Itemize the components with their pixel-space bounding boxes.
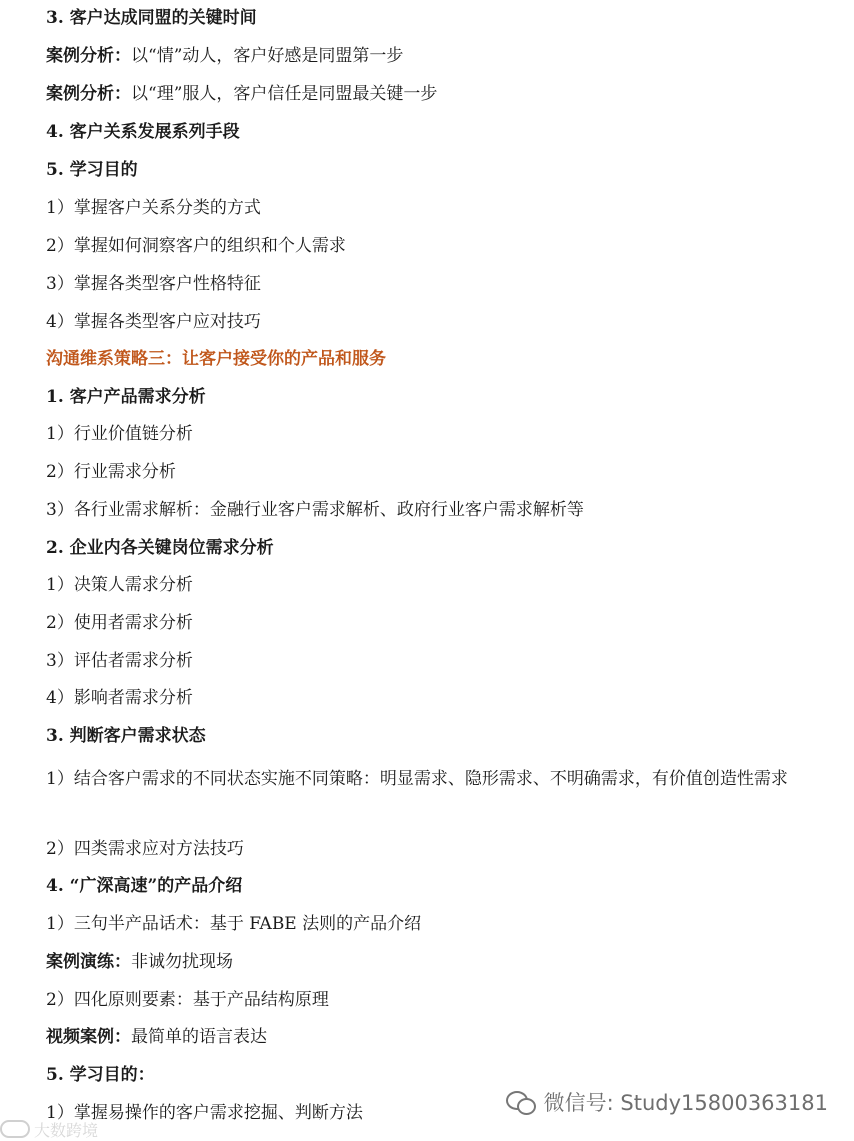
list-item: 4）掌握各类型客户应对技巧 xyxy=(46,312,261,332)
case-line xyxy=(46,950,814,974)
list-item: 1）行业价值链分析 xyxy=(46,424,193,444)
wechat-icon xyxy=(506,1089,536,1115)
corner-logo-text: 大数跨境 xyxy=(34,1120,99,1140)
list-item: 2）四类需求应对方法技巧 xyxy=(46,839,244,859)
wechat-watermark xyxy=(506,1086,828,1118)
list-item: 3）评估者需求分析 xyxy=(46,651,193,671)
list-item: 1）结合客户需求的不同状态实施不同策略：明显需求、隐形需求、不明确需求，有价值创造性需求 xyxy=(46,769,788,789)
list-item: 3）掌握各类型客户性格特征 xyxy=(46,274,261,294)
list-item: 3）各行业需求解析：金融行业客户需求解析、政府行业客户需求解析等 xyxy=(46,500,584,520)
list-item: 1）决策人需求分析 xyxy=(46,575,193,595)
section-heading: 1. 客户产品需求分析 xyxy=(46,387,206,407)
watermark-text: 微信号: Study15800363181 xyxy=(543,1091,828,1115)
section-heading: 4. “广深高速”的产品介绍 xyxy=(46,876,243,896)
section-heading: 5. 学习目的 xyxy=(46,160,138,180)
section-heading: 3. 客户达成同盟的关键时间 xyxy=(46,8,257,28)
case-text: 以“理”服人，客户信任是同盟最关键一步 xyxy=(131,84,438,104)
section-heading: 2. 企业内各关键岗位需求分析 xyxy=(46,538,274,558)
list-item: 2）行业需求分析 xyxy=(46,462,176,482)
list-item: 2）掌握如何洞察客户的组织和个人需求 xyxy=(46,236,346,256)
case-text: 以“情”动人，客户好感是同盟第一步 xyxy=(131,46,404,66)
list-item: 1）掌握客户关系分类的方式 xyxy=(46,198,261,218)
case-label: 案例演练： xyxy=(46,952,131,972)
section-heading: 3. 判断客户需求状态 xyxy=(46,726,206,746)
section-heading: 4. 客户关系发展系列手段 xyxy=(46,122,240,142)
strategy-heading: 沟通维系策略三：让客户接受你的产品和服务 xyxy=(46,349,386,369)
section-heading: 5. 学习目的： xyxy=(46,1065,155,1085)
case-line xyxy=(46,44,814,68)
list-item: 2）使用者需求分析 xyxy=(46,613,193,633)
corner-logo xyxy=(0,1118,98,1140)
list-item: 1）三句半产品话术：基于 FABE 法则的产品介绍 xyxy=(46,914,422,934)
case-text: 最简单的语言表达 xyxy=(131,1027,267,1047)
logo-mark-icon xyxy=(0,1120,30,1138)
case-line xyxy=(46,82,814,106)
case-label: 案例分析： xyxy=(46,84,131,104)
list-item: 4）影响者需求分析 xyxy=(46,688,193,708)
case-text: 非诚勿扰现场 xyxy=(131,952,233,972)
case-label: 视频案例： xyxy=(46,1027,131,1047)
case-line xyxy=(46,1025,814,1049)
case-label: 案例分析： xyxy=(46,46,131,66)
list-item: 1）掌握易操作的客户需求挖掘、判断方法 xyxy=(46,1103,363,1123)
list-item: 2）四化原则要素：基于产品结构原理 xyxy=(46,990,329,1010)
